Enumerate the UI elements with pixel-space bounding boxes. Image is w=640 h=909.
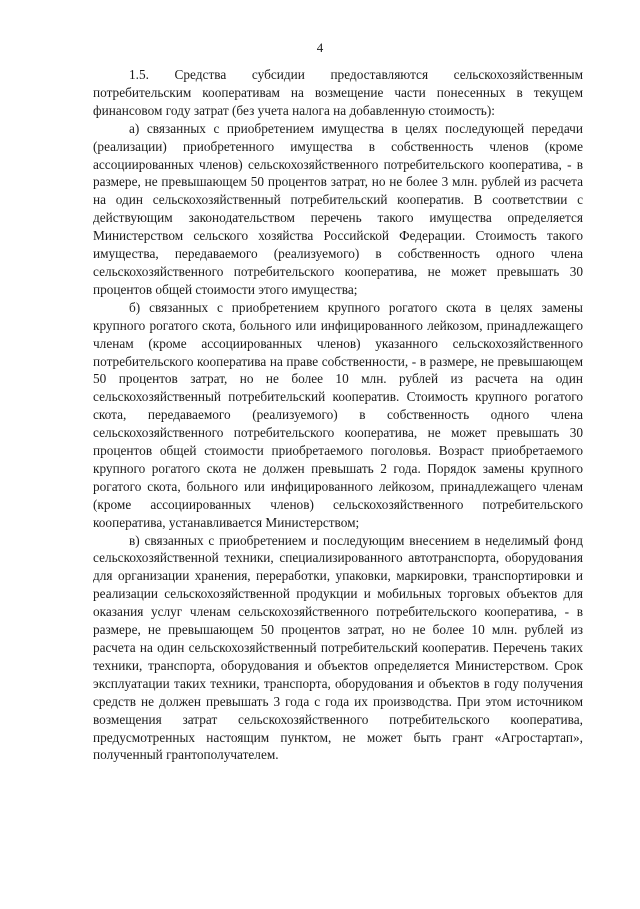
- paragraph-v: в) связанных с приобретением и последующим внесением в неделимый фонд сельскохозяйственной техники, специализированного автотранспорта, оборудования для организации хранения, переработки, упаковки, маркировки, транспортировки и реализации сельскохозяйственной продукции и мобильных торговых объектов для оказания услуг членам сельскохозяйственного потребительского кооператива, - в размере, не превышающем 50 процентов затрат, но не более 10 млн. рублей из расчета на один сельскохозяйственный потребительский кооператив. Перечень таких техники, транспорта, оборудования и объектов определяется Министерством. Срок эксплуатации таких техники, транспорта, оборудования и объектов в году получения средств не должен превышать 3 года с года их производства. При этом источником возмещения затрат сельскохозяйственного потребительского кооператива, предусмотренных настоящим пунктом, не может быть грант «Агростартап», полученный грантополучателем.: [93, 532, 583, 763]
- paragraph-b: б) связанных с приобретением крупного рогатого скота в целях замены крупного рогатого скота, больного или инфицированного лейкозом, принадлежащего членам (кроме ассоциированных членов) указанного сельскохозяйственного потребительского кооператива на праве собственности, - в размере, не превышающем 50 процентов затрат, но не более 10 млн. рублей из расчета на один сельскохозяйственный потребительский кооператив. Стоимость крупного рогатого скота, передаваемого (реализуемого) в собственность одного члена сельскохозяйственного потребительского кооператива, не может превышать 30 процентов общей стоимости приобретаемого поголовья. Возраст приобретаемого крупного рогатого скота не должен превышать 2 года. Порядок замены крупного рогатого скота, больного или инфицированного лейкозом, принадлежащего членам (кроме ассоциированных членов) сельскохозяйственного потребительского кооператива, устанавливается Министерством;: [93, 299, 583, 530]
- paragraph-1-5: 1.5. Средства субсидии предоставляются сельскохозяйственным потребительским кооперативам на возмещение части понесенных в текущем финансовом году затрат (без учета налога на добавленную стоимость):: [93, 67, 583, 118]
- paragraph-a: а) связанных с приобретением имущества в целях последующей передачи (реализации) приобретенного имущества в собственность членов (кроме ассоциированных членов) сельскохозяйственного потребительского кооператива, - в размере, не превышающем 50 процентов затрат, но не более 3 млн. рублей из расчета на один сельскохозяйственный потребительский кооператив. В соответствии с действующим законодательством перечень такого имущества определяется Министерством сельского хозяйства Российской Федерации. Стоимость такого имущества, передаваемого (реализуемого) в собственность одного члена сельскохозяйственного потребительского кооператива, не может превышать 30 процентов общей стоимости этого имущества;: [93, 120, 583, 297]
- document-body: [93, 66, 583, 764]
- page-number: 4: [316, 40, 324, 55]
